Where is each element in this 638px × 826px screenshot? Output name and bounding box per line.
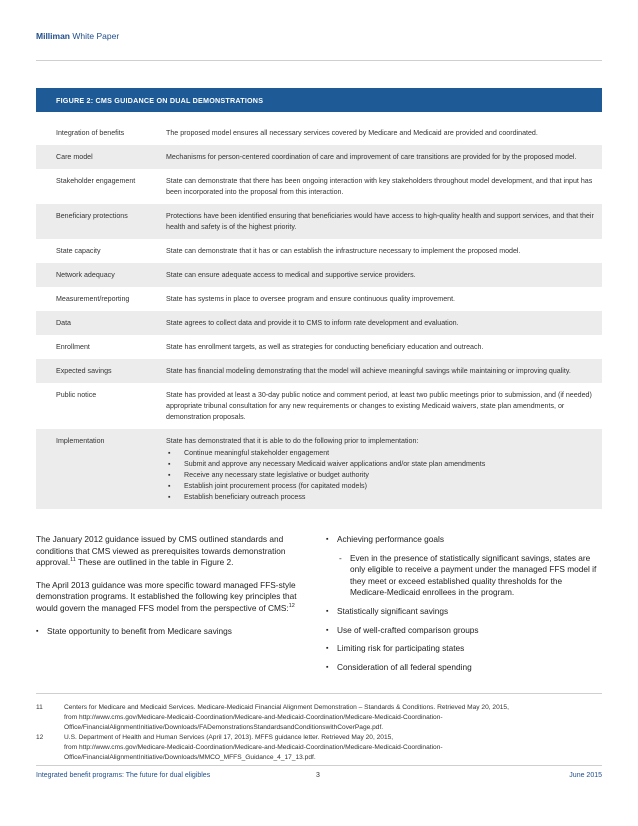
paragraph bbox=[36, 580, 306, 615]
header-divider bbox=[36, 60, 602, 61]
row-text-cell bbox=[162, 429, 602, 509]
list-item: ▪ Submit and approve any necessary Medicaid waiver applications and/or state plan amendments bbox=[166, 459, 598, 470]
footer bbox=[36, 772, 602, 779]
sub-list-text: Even in the presence of statistically significant savings, states are only eligible to receive a payment under the managed FFS model if they meet or exceed established quality thresholds for the Medicare-Medicaid enrollees in the program. bbox=[350, 552, 597, 598]
paragraph-text: These are outlined in the table in Figure 2. bbox=[75, 557, 234, 568]
footer-date: June 2015 bbox=[569, 772, 602, 779]
table-row bbox=[36, 121, 602, 145]
row-label: Implementation bbox=[36, 429, 162, 509]
list-item: ▪ Statistically significant savings bbox=[326, 606, 598, 618]
implementation-list bbox=[166, 448, 598, 503]
list-item: ▪ Consideration of all federal spending bbox=[326, 662, 598, 674]
footnote-end: . bbox=[313, 754, 316, 761]
row-label: Public notice bbox=[56, 391, 97, 399]
row-label: Enrollment bbox=[56, 343, 90, 351]
footnote-from: from bbox=[64, 714, 80, 721]
table-row bbox=[36, 239, 602, 263]
footnote-citation: U.S. Department of Health and Human Services (April 17, 2013). MFFS guidance letter. Retrieved May 20, 2015, bbox=[64, 734, 394, 741]
footnote-link[interactable]: http://www.cms.gov/Medicare-Medicaid-Coordination/Medicare-and-Medicaid-Coordination/Medicare-Medicaid-Coordination-Office/FinancialAlignmentInitiative/Downloads/FADemonstrationsStandardsandConditionswithCoverPage.pdf bbox=[64, 714, 443, 731]
page-number: 3 bbox=[316, 772, 320, 779]
dash-marker: - bbox=[339, 552, 342, 563]
table-row bbox=[36, 169, 602, 204]
footnote bbox=[36, 703, 602, 733]
footnote-ref: 12 bbox=[288, 603, 295, 610]
header-title: White Paper bbox=[72, 31, 120, 41]
list-item: ▪ Limiting risk for participating states bbox=[326, 643, 598, 655]
footer-title: Integrated benefit programs: The future for dual eligibles bbox=[36, 772, 211, 779]
footnote-text bbox=[64, 703, 602, 733]
row-label: Network adequacy bbox=[36, 263, 162, 287]
list-item: ▪ State opportunity to benefit from Medicare savings bbox=[36, 626, 306, 638]
row-text: State has provided at least a 30-day public notice and comment period, at least two public meetings prior to submission, and (if needed) appropriate tribunal consultation for any new requirements or changes to existing Medicaid waivers, state plan amendments, or demonstration proposals. bbox=[166, 391, 592, 421]
list-item: ▪ Continue meaningful stakeholder engagement bbox=[166, 448, 598, 459]
paragraph-text: The January 2012 guidance issued by CMS outlined standards and conditions that CMS viewed as prerequisites towards demonstration approval. bbox=[36, 534, 286, 568]
principles-list-continued bbox=[326, 534, 598, 673]
row-label: Expected savings bbox=[36, 359, 162, 383]
sub-list-item bbox=[326, 553, 598, 599]
table-row bbox=[36, 204, 602, 239]
footer-divider bbox=[36, 765, 602, 766]
figure-table bbox=[36, 121, 602, 509]
figure-title: FIGURE 2: CMS GUIDANCE ON DUAL DEMONSTRATIONS bbox=[36, 88, 602, 112]
footnote bbox=[36, 733, 602, 763]
paragraph-text: The April 2013 guidance was more specific toward managed FFS-style demonstration programs. It established the following key principles that would govern the managed FFS model from the perspective of CMS: bbox=[36, 579, 297, 613]
row-label: Stakeholder engagement bbox=[56, 177, 136, 185]
list-item: ▪ Use of well-crafted comparison groups bbox=[326, 625, 598, 637]
row-text: State has enrollment targets, as well as strategies for conducting beneficiary education and outreach. bbox=[166, 343, 484, 351]
table-row bbox=[36, 359, 602, 383]
right-column bbox=[326, 534, 598, 680]
footnote-link[interactable]: http://www.cms.gov/Medicare-Medicaid-Coordination/Medicare-and-Medicaid-Coordination/Medicare-Medicaid-Coordination-Office/FinancialAlignmentInitiative/Downloads/MMCO_MFFS_Guidance_4_17_13.pdf bbox=[64, 744, 443, 761]
row-label: Measurement/reporting bbox=[56, 295, 130, 303]
row-label: Beneficiary protections bbox=[36, 204, 162, 239]
list-item: ▪ Establish beneficiary outreach process bbox=[166, 492, 598, 503]
table-row bbox=[36, 335, 602, 359]
row-label: Care model bbox=[36, 145, 162, 169]
row-text: Mechanisms for person-centered coordination of care and improvement of care transitions are provided for by the proposed model. bbox=[162, 145, 602, 169]
footnote-divider bbox=[36, 693, 602, 694]
brand-name: Milliman bbox=[36, 31, 71, 41]
row-text: The proposed model ensures all necessary services covered by Medicare and Medicaid are provided and coordinated. bbox=[166, 129, 538, 137]
row-text: State can ensure adequate access to medical and supportive service providers. bbox=[162, 263, 602, 287]
row-text: State agrees to collect data and provide it to CMS to inform rate development and evaluation. bbox=[162, 311, 602, 335]
list-item: ▪ Establish joint procurement process (for capitated models) bbox=[166, 481, 598, 492]
table-row bbox=[36, 383, 602, 429]
table-row bbox=[36, 145, 602, 169]
row-text: State has demonstrated that it is able to do the following prior to implementation: bbox=[166, 437, 419, 445]
footnote-number: 12 bbox=[36, 734, 44, 741]
table-row bbox=[36, 311, 602, 335]
list-item: ▪ Receive any necessary state legislative or budget authority bbox=[166, 470, 598, 481]
paragraph bbox=[36, 534, 306, 569]
footnote-ref: 11 bbox=[70, 557, 76, 564]
footnote-from: from bbox=[64, 744, 80, 751]
list-item: ▪ Achieving performance goals bbox=[326, 534, 598, 546]
principles-list bbox=[36, 626, 306, 638]
table-row bbox=[36, 287, 602, 311]
row-text: State has systems in place to oversee program and ensure continuous quality improvement. bbox=[166, 295, 456, 303]
header bbox=[36, 31, 119, 41]
row-text: State can demonstrate that there has been ongoing interaction with key stakeholders throughout model development, and that input has been incorporated into the proposal from this interaction. bbox=[166, 177, 593, 196]
row-text: State can demonstrate that it has or can establish the infrastructure necessary to implement the proposed model. bbox=[166, 247, 521, 255]
table-row bbox=[36, 263, 602, 287]
footnote-end: . bbox=[381, 724, 384, 731]
footnote-citation: Centers for Medicare and Medicaid Services. Medicare-Medicaid Financial Alignment Demonstration – Standards & Conditions. Retrieved May 20, 2015, bbox=[64, 704, 509, 711]
row-text: State has financial modeling demonstrating that the model will achieve meaningful savings while maintaining or improving quality. bbox=[162, 359, 602, 383]
left-column bbox=[36, 534, 306, 637]
table-row bbox=[36, 429, 602, 509]
footnote-text bbox=[64, 733, 602, 763]
row-label: Integration of benefits bbox=[56, 129, 125, 137]
row-label: Data bbox=[36, 311, 162, 335]
row-label: State capacity bbox=[56, 247, 101, 255]
footnote-number: 11 bbox=[36, 704, 43, 711]
row-text: Protections have been identified ensuring that beneficiaries would have access to high-quality health and support services, and that their health and safety is of the highest priority. bbox=[162, 204, 602, 239]
